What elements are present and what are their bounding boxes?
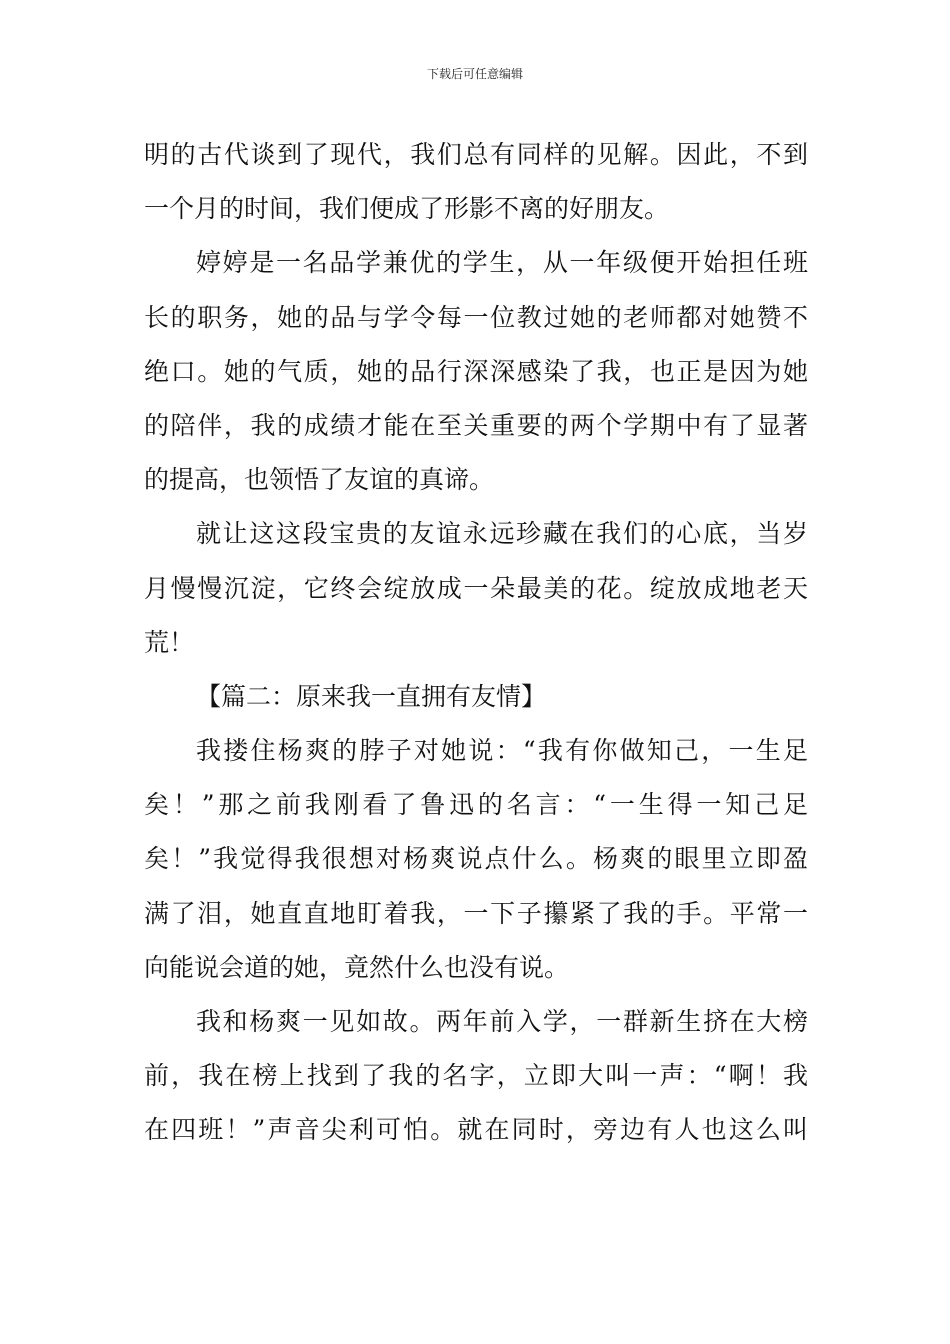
text-line: 一个月的时间，我们便成了形影不离的好朋友。 <box>144 194 670 224</box>
text-line: 就让这这段宝贵的友谊永远珍藏在我们的心底，当岁 <box>196 519 808 549</box>
section-heading: 【篇二：原来我一直拥有友情】 <box>196 681 547 711</box>
text-line: 满了泪，她直直地盯着我，一下子攥紧了我的手。平常一 <box>144 898 808 928</box>
text-line: 前，我在榜上找到了我的名字，立即大叫一声：“啊！我 <box>144 1061 808 1091</box>
text-line: 我搂住杨爽的脖子对她说：“我有你做知己，一生足 <box>196 736 808 766</box>
text-line: 矣！”我觉得我很想对杨爽说点什么。杨爽的眼里立即盈 <box>144 844 808 874</box>
text-line: 矣！”那之前我刚看了鲁迅的名言：“一生得一知己足 <box>144 790 808 820</box>
text-line: 我和杨爽一见如故。两年前入学，一群新生挤在大榜 <box>196 1007 808 1036</box>
text-line: 的陪伴，我的成绩才能在至关重要的两个学期中有了显著 <box>144 410 808 440</box>
page-header: 下载后可任意编辑 <box>426 67 523 81</box>
text-line: 长的职务，她的品与学令每一位教过她的老师都对她赞不 <box>144 302 808 332</box>
text-line: 明的古代谈到了现代，我们总有同样的见解。因此，不到 <box>144 140 808 169</box>
text-line: 婷婷是一名品学兼优的学生，从一年级便开始担任班 <box>196 248 808 278</box>
text-line: 向能说会道的她，竟然什么也没有说。 <box>144 952 570 982</box>
text-line: 在四班！”声音尖利可怕。就在同时，旁边有人也这么叫 <box>144 1115 808 1145</box>
body-text <box>144 128 808 1158</box>
text-line: 绝口。她的气质，她的品行深深感染了我，也正是因为她 <box>144 356 808 386</box>
text-line: 的提高，也领悟了友谊的真谛。 <box>144 465 495 495</box>
text-line: 荒！ <box>144 627 195 657</box>
text-line: 月慢慢沉淀，它终会绽放成一朵最美的花。绽放成地老天 <box>144 573 808 603</box>
